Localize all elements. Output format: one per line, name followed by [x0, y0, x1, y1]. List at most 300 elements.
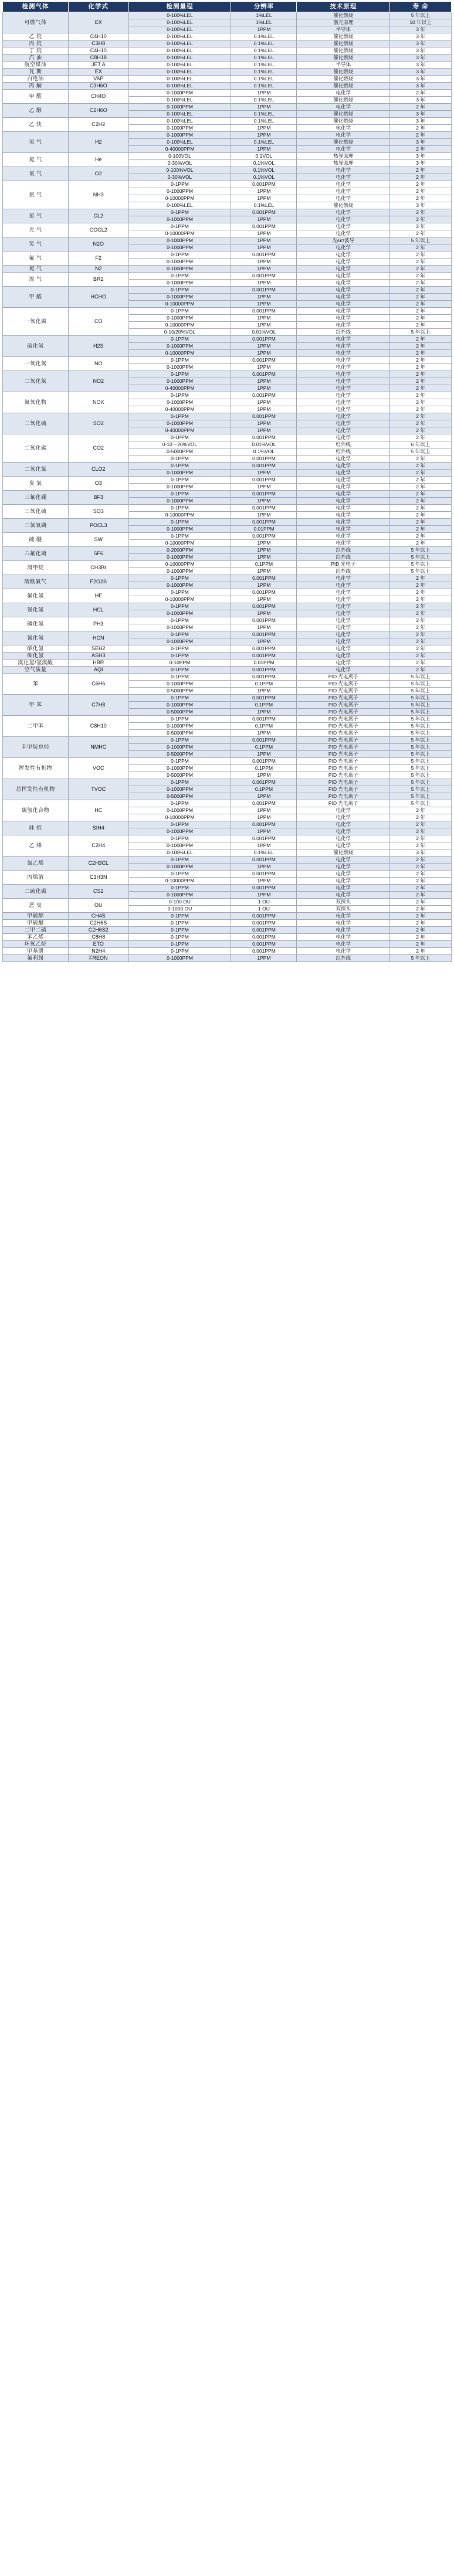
cell-resolution: 0.001PPM	[231, 800, 297, 807]
cell-resolution: 1PPM	[231, 420, 297, 427]
cell-technology: 电化学	[297, 638, 390, 645]
cell-range: 0-100%LEL	[128, 118, 231, 125]
cell-technology: 电化学	[297, 920, 390, 927]
cell-technology: PID 光电离子	[297, 730, 390, 737]
cell-life: 2 年	[390, 90, 452, 97]
table-row	[3, 575, 452, 582]
cell-technology: 电化学	[297, 301, 390, 308]
table-row	[3, 934, 452, 941]
cell-range: 0-5000PPM	[128, 709, 231, 716]
cell-resolution: 0.1PPM	[231, 765, 297, 772]
cell-gas-name: 白电油	[3, 76, 69, 83]
cell-formula: SIH4	[68, 821, 128, 835]
cell-life: 2 年	[390, 259, 452, 266]
cell-resolution: 1PPM	[231, 146, 297, 153]
cell-range: 0-1000PPM	[128, 104, 231, 111]
cell-range: 0-1PPM	[128, 505, 231, 512]
cell-resolution: 1PPM	[231, 751, 297, 758]
cell-gas-name: 硫 醚	[3, 533, 69, 547]
cell-technology: 催化燃烧	[297, 40, 390, 47]
cell-formula: CH4O	[68, 90, 128, 104]
cell-gas-name: 氟 气	[3, 252, 69, 266]
cell-life: 2 年	[390, 385, 452, 392]
cell-resolution: 0.001PPM	[231, 934, 297, 941]
cell-resolution: 0.1PPM	[231, 681, 297, 688]
cell-resolution: 0.1PPM	[231, 723, 297, 730]
cell-resolution: 1PPM	[231, 582, 297, 589]
cell-life: 2 年	[390, 603, 452, 610]
cell-formula: H2	[68, 132, 128, 153]
table-row	[3, 76, 452, 83]
cell-technology: 热导原理	[297, 160, 390, 167]
cell-technology: 催化燃烧	[297, 118, 390, 125]
cell-technology: 电化学	[297, 216, 390, 223]
cell-resolution: 0.001PPM	[231, 716, 297, 723]
cell-range: 0-100%LEL	[128, 849, 231, 857]
cell-resolution: 1PPM	[231, 259, 297, 266]
cell-life: 2 年	[390, 434, 452, 441]
cell-range: 0-100%LEL	[128, 69, 231, 76]
cell-formula: EX	[68, 69, 128, 76]
cell-resolution: 1PPM	[231, 26, 297, 33]
cell-technology: 电化学	[297, 617, 390, 624]
cell-formula: C8H18	[68, 55, 128, 62]
cell-range: 0-1PPM	[128, 758, 231, 765]
table-row	[3, 69, 452, 76]
cell-resolution: 0.001PPM	[231, 273, 297, 280]
cell-technology: 电化学	[297, 575, 390, 582]
cell-life: 5 年以上	[390, 758, 452, 765]
cell-formula: CO	[68, 308, 128, 336]
table-row	[3, 118, 452, 125]
table-row	[3, 667, 452, 674]
cell-range: 0-1000PPM	[128, 90, 231, 97]
cell-life: 2 年	[390, 617, 452, 624]
cell-gas-name: 氦 气	[3, 153, 69, 167]
cell-range: 0-100%VOL	[128, 167, 231, 174]
cell-resolution: 0.1%LEL	[231, 97, 297, 104]
cell-gas-name: 甲基肼	[3, 948, 69, 955]
cell-formula: C3H8	[68, 40, 128, 47]
cell-resolution: 1PPM	[231, 378, 297, 385]
cell-technology: 电化学	[297, 420, 390, 427]
cell-range: 0-1PPM	[128, 674, 231, 681]
cell-technology: 电化学	[297, 885, 390, 892]
cell-range: 0-1PPM	[128, 885, 231, 892]
cell-resolution: 0.001PPM	[231, 287, 297, 294]
cell-life: 2 年	[390, 209, 452, 216]
cell-gas-name: 乙 醇	[3, 104, 69, 118]
cell-technology: 电化学	[297, 146, 390, 153]
cell-formula: NOX	[68, 392, 128, 413]
cell-life: 2 年	[390, 181, 452, 188]
cell-gas-name: 氮氧化物	[3, 392, 69, 413]
cell-resolution: 1PPM	[231, 688, 297, 695]
cell-resolution: 1PPM	[231, 322, 297, 329]
cell-formula: C3H3N	[68, 871, 128, 885]
cell-technology: 电化学	[297, 470, 390, 477]
cell-technology: 催化燃烧	[297, 12, 390, 19]
cell-gas-name: 恶 臭	[3, 899, 69, 913]
cell-life: 2 年	[390, 892, 452, 899]
cell-gas-name: 二氧化碳	[3, 434, 69, 463]
cell-gas-name: 二氧化氯	[3, 463, 69, 477]
cell-formula: ETO	[68, 941, 128, 948]
cell-gas-name: 六氟化硫	[3, 547, 69, 561]
cell-resolution: 1PPM	[231, 343, 297, 350]
cell-resolution: 0.1PPM	[231, 702, 297, 709]
cell-life: 2 年	[390, 371, 452, 378]
cell-technology: 电化学	[297, 645, 390, 653]
cell-range: 0-40000PPM	[128, 146, 231, 153]
cell-formula: F2	[68, 252, 128, 266]
cell-range: 0-5000PPM	[128, 448, 231, 456]
cell-range: 0-1PPM	[128, 821, 231, 828]
cell-technology: 电化学	[297, 350, 390, 357]
cell-range: 0-5000PPM	[128, 751, 231, 758]
table-row	[3, 83, 452, 90]
cell-life: 3 年	[390, 139, 452, 146]
cell-life: 2 年	[390, 216, 452, 223]
cell-range: 0-1PPM	[128, 857, 231, 864]
cell-life: 2 年	[390, 857, 452, 864]
cell-range: 0-1000PPM	[128, 280, 231, 287]
table-row	[3, 871, 452, 878]
cell-range: 0-1PPM	[128, 491, 231, 498]
cell-life: 5 年以上	[390, 723, 452, 730]
cell-life: 3 年	[390, 83, 452, 90]
cell-life: 3 年	[390, 76, 452, 83]
cell-life: 2 年	[390, 645, 452, 653]
table-row	[3, 132, 452, 139]
table-row	[3, 645, 452, 653]
cell-technology: PID 光电离子	[297, 786, 390, 793]
cell-life: 2 年	[390, 301, 452, 308]
cell-resolution: 1 OU	[231, 899, 297, 906]
cell-technology: 电化学	[297, 336, 390, 343]
cell-technology: 电化学	[297, 491, 390, 498]
cell-life: 2 年	[390, 104, 452, 111]
cell-life: 2 年	[390, 842, 452, 849]
cell-range: 0-1PPM	[128, 575, 231, 582]
cell-gas-name: 溴甲烷	[3, 561, 69, 575]
cell-gas-name: 乙 烷	[3, 33, 69, 40]
cell-technology: PID 光电离子	[297, 688, 390, 695]
cell-life: 2 年	[390, 871, 452, 878]
cell-life: 2 年	[390, 195, 452, 202]
cell-technology: 电化学	[297, 244, 390, 252]
cell-formula: N2H4	[68, 948, 128, 955]
cell-range: 0-1000PPM	[128, 343, 231, 350]
cell-technology: 电化学	[297, 385, 390, 392]
cell-range: 0-100 OU	[128, 899, 231, 906]
cell-range: 0-40000PPM	[128, 406, 231, 413]
table-row	[3, 223, 452, 230]
cell-resolution: 1PPM	[231, 512, 297, 519]
cell-resolution: 1PPM	[231, 709, 297, 716]
cell-formula: C2H6S2	[68, 927, 128, 934]
cell-range: 0-1PPM	[128, 533, 231, 540]
cell-formula: C4H10	[68, 33, 128, 40]
table-row	[3, 12, 452, 19]
cell-life: 2 年	[390, 589, 452, 596]
cell-technology: PID 光电离子	[297, 702, 390, 709]
cell-technology: 催化燃烧	[297, 849, 390, 857]
cell-resolution: 0.001PPM	[231, 463, 297, 470]
table-row	[3, 477, 452, 484]
cell-life: 2 年	[390, 941, 452, 948]
cell-life: 3 年	[390, 97, 452, 104]
cell-technology: 电化学	[297, 631, 390, 638]
cell-technology: 红外线	[297, 547, 390, 554]
table-header-row	[3, 2, 452, 12]
cell-technology: PID 光电离子	[297, 681, 390, 688]
cell-resolution: 0.001PPM	[231, 223, 297, 230]
cell-life: 3 年	[390, 33, 452, 40]
cell-range: 0-1000PPM	[128, 294, 231, 301]
cell-technology: 电化学	[297, 512, 390, 519]
cell-life: 2 年	[390, 132, 452, 139]
cell-resolution: 0.001PPM	[231, 413, 297, 420]
cell-formula: NO2	[68, 371, 128, 392]
cell-range: 0-10～20%VOL	[128, 441, 231, 448]
cell-life: 5 年以上	[390, 744, 452, 751]
cell-resolution: 1PPM	[231, 955, 297, 962]
cell-resolution: 1PPM	[231, 188, 297, 195]
cell-resolution: 1PPM	[231, 864, 297, 871]
cell-range: 0-1000PPM	[128, 237, 231, 244]
cell-life: 2 年	[390, 308, 452, 315]
cell-gas-name: 二甲苯	[3, 716, 69, 737]
cell-resolution: 1PPM	[231, 216, 297, 223]
table-body	[3, 12, 452, 962]
cell-resolution: 0.1PPM	[231, 786, 297, 793]
cell-resolution: 1PPM	[231, 90, 297, 97]
cell-range: 0-1PPM	[128, 716, 231, 723]
cell-life: 5 年以上	[390, 786, 452, 793]
cell-formula: HCHO	[68, 287, 128, 308]
cell-range: 0-100%LEL	[128, 47, 231, 55]
cell-technology: 红外线	[297, 554, 390, 561]
cell-gas-name: 非甲烷总烃	[3, 737, 69, 758]
cell-range: 0-10000PPM	[128, 322, 231, 329]
cell-formula: HC	[68, 800, 128, 821]
cell-life: 3 年	[390, 40, 452, 47]
cell-technology: 电化学	[297, 589, 390, 596]
table-row	[3, 913, 452, 920]
cell-technology: 电化学	[297, 209, 390, 216]
cell-range: 0-1000PPM	[128, 526, 231, 533]
cell-range: 0-10000PPM	[128, 230, 231, 237]
cell-range: 0-1000PPM	[128, 955, 231, 962]
cell-gas-name: 硫酰氟气	[3, 575, 69, 589]
table-row	[3, 617, 452, 624]
cell-technology: 电化学	[297, 174, 390, 181]
cell-technology: 电化学	[297, 505, 390, 512]
cell-range: 0-1000PPM	[128, 723, 231, 730]
cell-formula: H2S	[68, 336, 128, 357]
cell-life: 2 年	[390, 610, 452, 617]
cell-gas-name: 甲硫醚	[3, 920, 69, 927]
cell-resolution: 0.001PPM	[231, 695, 297, 702]
cell-formula: VOC	[68, 758, 128, 779]
cell-resolution: 0.001PPM	[231, 209, 297, 216]
cell-formula: CLO2	[68, 463, 128, 477]
cell-life: 2 年	[390, 540, 452, 547]
cell-technology: 催化燃烧	[297, 55, 390, 62]
table-row	[3, 90, 452, 97]
cell-life: 2 年	[390, 357, 452, 364]
cell-range: 0-1000PPM	[128, 744, 231, 751]
cell-gas-name: 氟利昂	[3, 955, 69, 962]
cell-technology: PID 光电离子	[297, 695, 390, 702]
cell-technology: 电化学	[297, 378, 390, 385]
cell-range: 0-100%LEL	[128, 12, 231, 19]
cell-formula: ASH3	[68, 653, 128, 660]
cell-resolution: 0.001PPM	[231, 653, 297, 660]
cell-technology: 电化学	[297, 434, 390, 441]
table-row	[3, 779, 452, 786]
table-row	[3, 821, 452, 828]
cell-range: 0-1000PPM	[128, 470, 231, 477]
table-row	[3, 857, 452, 864]
cell-technology: 电化学	[297, 864, 390, 871]
table-row	[3, 463, 452, 470]
cell-life: 2 年	[390, 477, 452, 484]
cell-technology: 电化学	[297, 188, 390, 195]
table-row	[3, 104, 452, 111]
table-row	[3, 835, 452, 842]
table-row	[3, 237, 452, 244]
cell-life: 2 年	[390, 934, 452, 941]
cell-technology: 电化学	[297, 533, 390, 540]
cell-technology: 电化学	[297, 835, 390, 842]
cell-range: 0-1000PPM	[128, 216, 231, 223]
cell-life: 2 年	[390, 575, 452, 582]
cell-resolution: 0.001PPM	[231, 857, 297, 864]
cell-life: 6 年以上	[390, 441, 452, 448]
cell-formula: C2H2	[68, 118, 128, 132]
cell-formula: O2	[68, 167, 128, 181]
cell-gas-name: 氯乙烯	[3, 857, 69, 871]
cell-resolution: 1PPM	[231, 399, 297, 406]
cell-life: 2 年	[390, 273, 452, 280]
cell-resolution: 1PPM	[231, 244, 297, 252]
table-row	[3, 674, 452, 681]
cell-resolution: 1PPM	[231, 294, 297, 301]
cell-resolution: 1PPM	[231, 230, 297, 237]
cell-technology: 电化学	[297, 125, 390, 132]
cell-resolution: 0.001PPM	[231, 835, 297, 842]
cell-life: 2 年	[390, 470, 452, 477]
cell-resolution: 0.001PPM	[231, 920, 297, 927]
table-row	[3, 434, 452, 441]
cell-resolution: 1PPM	[231, 484, 297, 491]
cell-technology: 电化学	[297, 477, 390, 484]
cell-range: 0-1000PPM	[128, 702, 231, 709]
cell-technology: 催化燃烧	[297, 111, 390, 118]
cell-range: 0-100%LEL	[128, 202, 231, 209]
cell-range: 0-1PPM	[128, 653, 231, 660]
cell-life: 2 年	[390, 336, 452, 343]
cell-range: 0-100VOL	[128, 153, 231, 160]
cell-technology: 催化燃烧	[297, 33, 390, 40]
cell-formula: C4H10	[68, 47, 128, 55]
cell-gas-name: 氮 气	[3, 266, 69, 273]
cell-resolution: 0.1%LEL	[231, 62, 297, 69]
cell-life: 5 年以上	[390, 709, 452, 716]
cell-technology: 电化学	[297, 913, 390, 920]
cell-range: 0-1PPM	[128, 308, 231, 315]
cell-technology: 红外线	[297, 955, 390, 962]
cell-gas-name: 二氧化硫	[3, 413, 69, 434]
cell-technology: 催化燃烧	[297, 83, 390, 90]
cell-technology: 电化学	[297, 842, 390, 849]
cell-range: 0-10000PPM	[128, 301, 231, 308]
cell-technology: 电化学	[297, 195, 390, 202]
table-row	[3, 505, 452, 512]
cell-range: 0-30%VOL	[128, 160, 231, 167]
cell-life: 2 年	[390, 596, 452, 603]
table-row	[3, 533, 452, 540]
cell-gas-name: 硫化氢	[3, 336, 69, 357]
cell-technology: 电化学	[297, 252, 390, 259]
cell-resolution: 0.001PPM	[231, 737, 297, 744]
cell-technology: 电化学	[297, 371, 390, 378]
cell-technology: PID 光电离子	[297, 674, 390, 681]
cell-life: 2 年	[390, 814, 452, 821]
cell-technology: 电化学	[297, 934, 390, 941]
cell-formula: C2H4	[68, 835, 128, 857]
cell-resolution: 1PPM	[231, 554, 297, 561]
cell-technology: PID 光电离子	[297, 800, 390, 807]
cell-resolution: 0.001PPM	[231, 371, 297, 378]
cell-range: 0-1000PPM	[128, 828, 231, 835]
table-row	[3, 209, 452, 216]
cell-gas-name: 苯	[3, 674, 69, 695]
cell-formula: C2H3CL	[68, 857, 128, 871]
cell-formula: HCL	[68, 603, 128, 617]
cell-life: 2 年	[390, 667, 452, 674]
cell-range: 0-5000PPM	[128, 730, 231, 737]
cell-range: 0-100%LEL	[128, 62, 231, 69]
table-row	[3, 716, 452, 723]
cell-life: 2 年	[390, 828, 452, 835]
cell-formula: C2H6S	[68, 920, 128, 927]
cell-technology: 电化学	[297, 948, 390, 955]
cell-gas-name: 苯乙烯	[3, 934, 69, 941]
table-row	[3, 941, 452, 948]
cell-life: 3 年	[390, 47, 452, 55]
cell-gas-name: 二硫化碳	[3, 885, 69, 899]
cell-gas-name: 光 气	[3, 223, 69, 237]
cell-range: 0-10/20%VOL	[128, 329, 231, 336]
cell-range: 0-1PPM	[128, 934, 231, 941]
cell-technology: 电化学	[297, 498, 390, 505]
cell-resolution: 1PPM	[231, 793, 297, 800]
cell-life: 5 年以上	[390, 800, 452, 807]
header-gas: 检测气体	[3, 2, 69, 12]
table-row	[3, 413, 452, 420]
cell-life: 2 年	[390, 315, 452, 322]
cell-life: 2 年	[390, 322, 452, 329]
cell-resolution: 0.1%LEL	[231, 111, 297, 118]
cell-life: 2 年	[390, 378, 452, 385]
cell-resolution: 0.001PPM	[231, 631, 297, 638]
cell-technology: 电化学	[297, 280, 390, 287]
cell-range: 0-1000PPM	[128, 842, 231, 849]
cell-range: 0-1PPM	[128, 223, 231, 230]
